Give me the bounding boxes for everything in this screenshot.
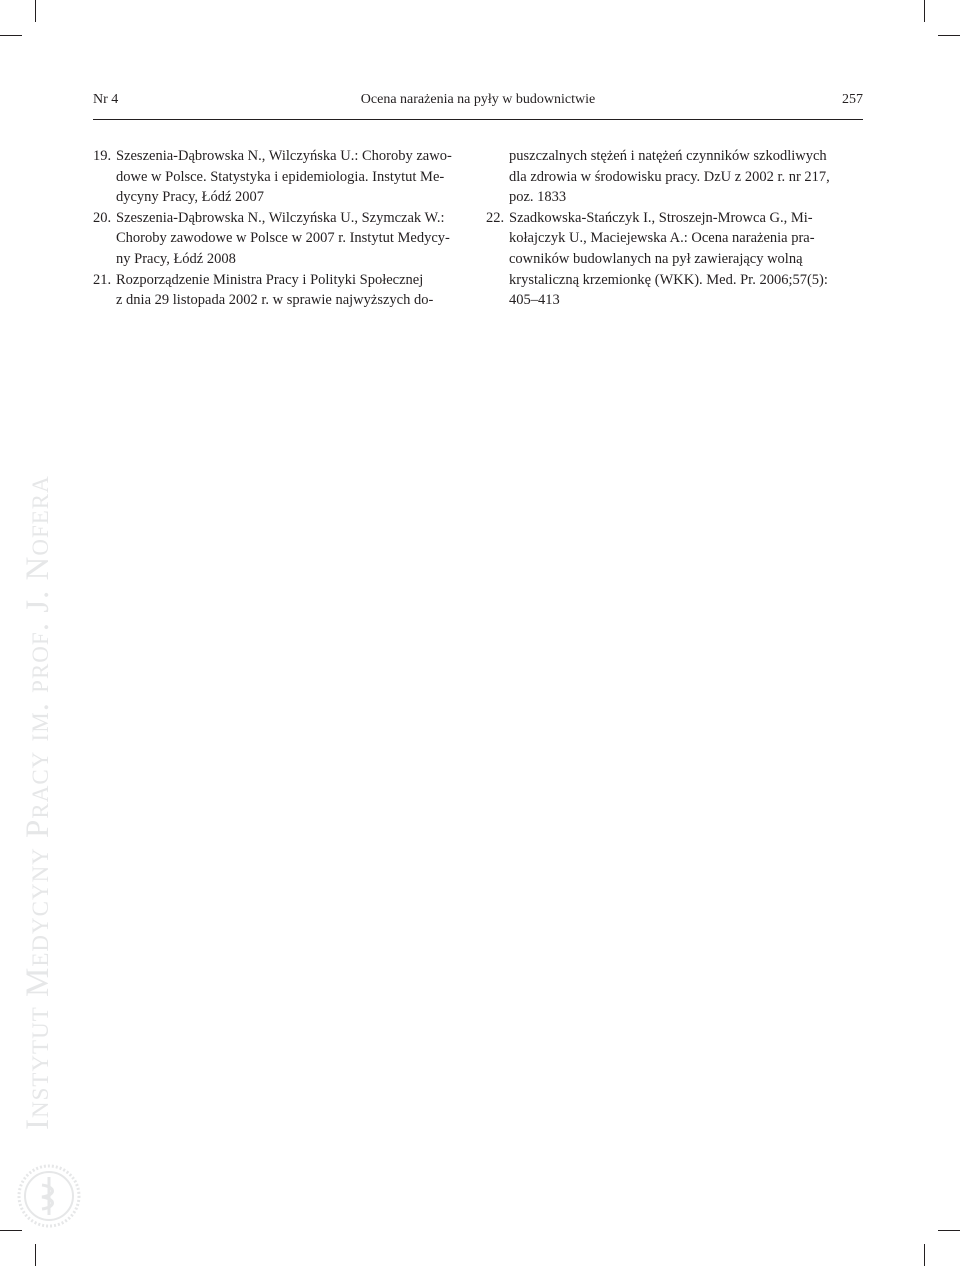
issue-number: Nr 4 [93,92,119,107]
reference-entry [93,208,473,270]
crop-mark [938,1230,960,1231]
reference-line: dla zdrowia w środowisku pracy. DzU z 2002 r. nr 217, [509,168,830,185]
crop-mark [0,35,22,36]
reference-continuation [486,146,863,208]
reference-line: z dnia 29 listopada 2002 r. w sprawie najwyższych do- [116,292,434,309]
reference-line: poz. 1833 [509,189,567,206]
reference-line: dycyny Pracy, Łódź 2007 [116,189,265,206]
crop-mark [35,0,36,22]
institute-seal-icon [16,1163,82,1229]
reference-line: krystaliczną krzemionkę (WKK). Med. Pr. 2006;57(5): [509,271,828,288]
reference-line: dowe w Polsce. Statystyka i epidemiologia. Instytut Me- [116,168,445,185]
reference-entry [486,208,863,311]
reference-entry [93,146,473,208]
header-rule [93,119,863,120]
reference-line: 405–413 [509,292,560,309]
crop-mark [924,1244,925,1266]
reference-number: 20. [93,209,112,226]
reference-entry [93,270,473,311]
crop-mark [0,1230,22,1231]
crop-mark [35,1244,36,1266]
running-title: Ocena narażenia na pyły w budownictwie [360,92,596,107]
reference-number: 22. [486,209,505,226]
page-number: 257 [842,92,863,107]
reference-line: Choroby zawodowe w Polsce w 2007 r. Instytut Medycy- [116,230,450,247]
reference-line: ny Pracy, Łódź 2008 [116,250,236,267]
reference-line: cowników budowlanych na pył zawierający wolną [509,250,803,267]
reference-line: kołajczyk U., Maciejewska A.: Ocena narażenia pra- [509,230,815,247]
reference-line: Szeszenia-Dąbrowska N., Wilczyńska U.: Choroby zawo- [116,148,452,164]
reference-number: 19. [93,148,112,164]
reference-line: Szadkowska-Stańczyk I., Stroszejn-Mrowca G., Mi- [509,209,813,226]
references-right-column [486,146,863,311]
institute-watermark: Instytut Medycyny Pracy im. prof. J. Nofera [20,475,56,1130]
reference-number: 21. [93,271,112,288]
reference-line: Szeszenia-Dąbrowska N., Wilczyńska U., Szymczak W.: [116,209,445,226]
running-header [93,90,863,110]
crop-mark [924,0,925,22]
reference-line: Rozporządzenie Ministra Pracy i Polityki Społecznej [116,271,424,288]
references-left-column [93,146,473,311]
reference-line: puszczalnych stężeń i natężeń czynników szkodliwych [509,148,827,164]
crop-mark [938,35,960,36]
